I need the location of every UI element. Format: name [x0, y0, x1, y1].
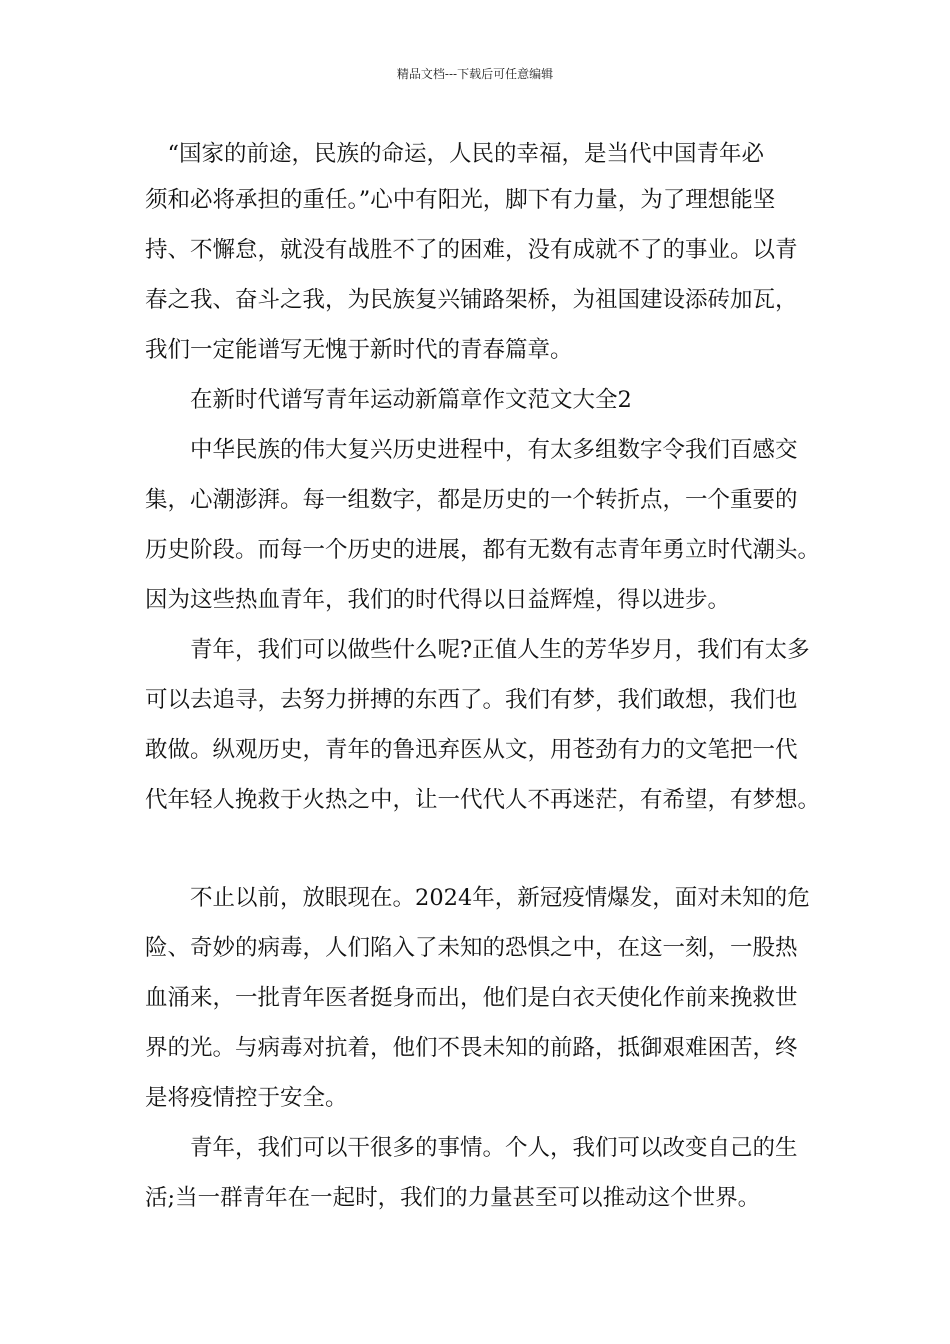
text-line: 春之我、奋斗之我，为民族复兴铺路架桥，为祖国建设添砖加瓦，	[145, 287, 798, 313]
text-line: 界的光。与病毒对抗着，他们不畏未知的前路，抵御艰难困苦，终	[145, 1035, 798, 1061]
text-line: 历史阶段。而每一个历史的进展，都有无数有志青年勇立时代潮头。	[145, 537, 821, 563]
text-line: “国家的前途，民族的命运，人民的幸福，是当代中国青年必	[145, 141, 765, 167]
text-line: 是将疫情控于安全。	[145, 1085, 348, 1111]
text-line: 集，心潮澎湃。每一组数字，都是历史的一个转折点，一个重要的	[145, 487, 798, 513]
section-heading: 在新时代谱写青年运动新篇章作文范文大全2	[145, 387, 632, 413]
text-line: 不止以前，放眼现在。2024年，新冠疫情爆发，面对未知的危	[145, 885, 810, 911]
text-line: 持、不懈怠，就没有战胜不了的困难，没有成就不了的事业。以青	[145, 237, 798, 263]
page-header: 精品文档---下载后可任意编辑	[396, 67, 554, 81]
text-line: 可以去追寻，去努力拼搏的东西了。我们有梦，我们敢想，我们也	[145, 687, 798, 713]
text-line: 血涌来，一批青年医者挺身而出，他们是白衣天使化作前来挽救世	[145, 985, 798, 1011]
text-line: 因为这些热血青年，我们的时代得以日益辉煌，得以进步。	[145, 587, 731, 613]
text-line: 代年轻人挽救于火热之中，让一代代人不再迷茫，有希望，有梦想。	[145, 787, 821, 813]
text-line: 敢做。纵观历史，青年的鲁迅弃医从文，用苍劲有力的文笔把一代	[145, 737, 798, 763]
text-line: 我们一定能谱写无愧于新时代的青春篇章。	[145, 337, 573, 363]
text-line: 活;当一群青年在一起时，我们的力量甚至可以推动这个世界。	[145, 1185, 761, 1211]
text-line: 中华民族的伟大复兴历史进程中，有太多组数字令我们百感交	[145, 437, 798, 463]
text-line: 青年，我们可以做些什么呢?正值人生的芳华岁月，我们有太多	[145, 637, 810, 663]
text-line: 须和必将承担的重任。”心中有阳光，脚下有力量，为了理想能坚	[145, 187, 776, 213]
text-line: 险、奇妙的病毒，人们陷入了未知的恐惧之中，在这一刻，一股热	[145, 935, 798, 961]
text-line: 青年，我们可以干很多的事情。个人，我们可以改变自己的生	[145, 1135, 798, 1161]
